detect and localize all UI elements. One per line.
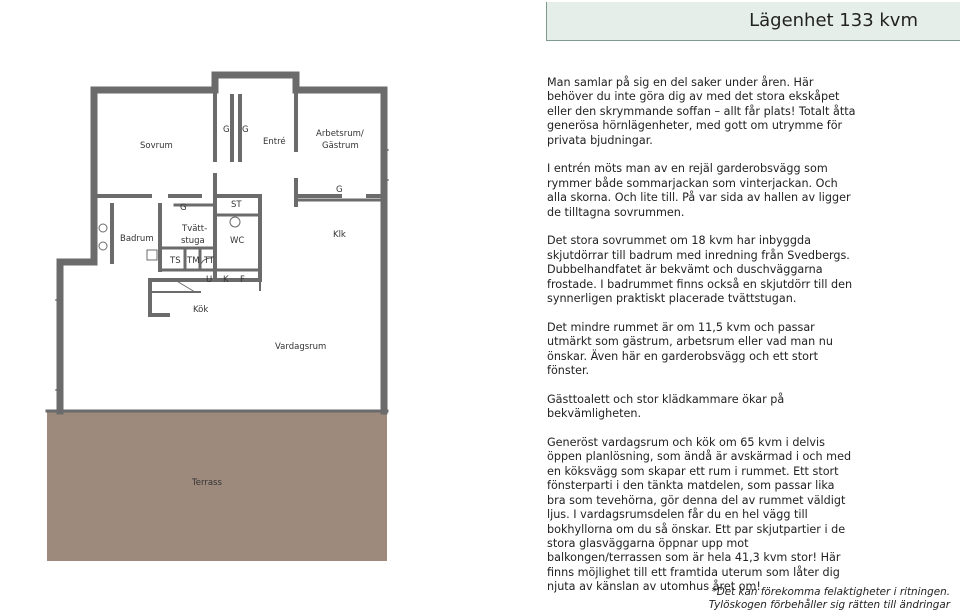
- mark-k: K: [223, 275, 229, 285]
- mark-g: G: [242, 125, 249, 135]
- room-label-kok: Kök: [193, 305, 209, 315]
- room-label-tvatt-1: Tvätt-: [182, 224, 208, 234]
- disclaimer-line: Tylöskogen förbehåller sig rätten till ändringar: [708, 599, 950, 611]
- page-title: Lägenhet 133 kvm: [749, 10, 918, 31]
- room-label-arbetsrum-2: Gästrum: [322, 141, 359, 151]
- mark-tm: TM: [187, 256, 200, 266]
- room-label-arbetsrum-1: Arbetsrum/: [316, 129, 364, 139]
- room-label-tvatt-2: stuga: [181, 236, 205, 246]
- outer-wall: [60, 75, 384, 411]
- mark-g: G: [180, 203, 187, 213]
- sink-fixture: [99, 224, 107, 232]
- room-label-sovrum: Sovrum: [140, 141, 173, 151]
- paragraph: Generöst vardagsrum och kök om 65 kvm i delvis öppen planlösning, som ändå är avskärmad i och med en köksvägg som skapar ett rum i rummet. Ett stort fönsterparti i den tänkta matdelen, som passar lika bra som tevehörna, gör denna del av rummet väldigt ljus. I vardagsrumsdelen får du en hel vägg till bokhyllorna om du så önskar. Ett par skjutpartier i de stora glasväggarna öppnar upp mot balkongen/terrassen som är hela 41,3 kvm stor! Här finns möjlighet till ett framtida uterum som låter dig njuta av känslan av utomhus året om!: [547, 436, 852, 594]
- paragraph: Man samlar på sig en del saker under åren. Här behöver du inte göra dig av med det stora ekskåpet eller den skrymmande soffan – allt får plats! Totalt åtta generösa hörnlägenheter, med gott om utrymme för privata bjudningar.: [547, 76, 856, 147]
- mark-g: G: [223, 125, 230, 135]
- paragraph: I entrén möts man av en rejäl garderobsvägg som rymmer både sommarjackan som vinterjackan. Och alla skorna. Och lite till. På var sida av hallen av ligger de tilltagna sovrummen.: [547, 162, 851, 219]
- mark-tt: TT: [204, 256, 215, 266]
- mark-g: G: [336, 185, 343, 195]
- mark-u: U: [206, 275, 213, 285]
- paragraph: Gästtoalett och stor klädkammare ökar på bekvämligheten.: [547, 392, 785, 421]
- room-label-klk: Klk: [333, 230, 346, 240]
- room-label-wc: WC: [230, 236, 245, 246]
- description-text: [547, 76, 856, 609]
- mark-f: F: [240, 275, 245, 285]
- room-label-badrum: Badrum: [120, 234, 154, 244]
- interior-wall: [112, 90, 296, 280]
- room-label-terrass: Terrass: [192, 478, 222, 488]
- disclaimer-line: *Det kan förekomma felaktigheter i ritningen.: [711, 586, 950, 598]
- mark-ts: TS: [170, 256, 181, 266]
- room-label-entre: Entré: [263, 137, 286, 147]
- paragraph: Det stora sovrummet om 18 kvm har inbyggda skjutdörrar till badrum med inredning från Svedbergs. Dubbelhandfatet är bekvämt och duschväggarna frostade. I badrummet finns också en skjutdörr till den synnerligen praktiskt placerade tvättstugan.: [547, 234, 853, 306]
- shower-fixture: [147, 250, 157, 260]
- mark-st: ST: [231, 200, 242, 210]
- room-label-vardagsrum: Vardagsrum: [275, 342, 327, 352]
- sink-fixture: [99, 242, 107, 250]
- disclaimer: [709, 586, 950, 612]
- paragraph: Det mindre rummet är om 11,5 kvm och passar utmärkt som gästrum, arbetsrum eller vad man nu önskar. Även här en garderobsvägg och ett stort fönster.: [547, 320, 833, 378]
- toilet-fixture: [230, 217, 240, 227]
- title-banner: [546, 2, 960, 41]
